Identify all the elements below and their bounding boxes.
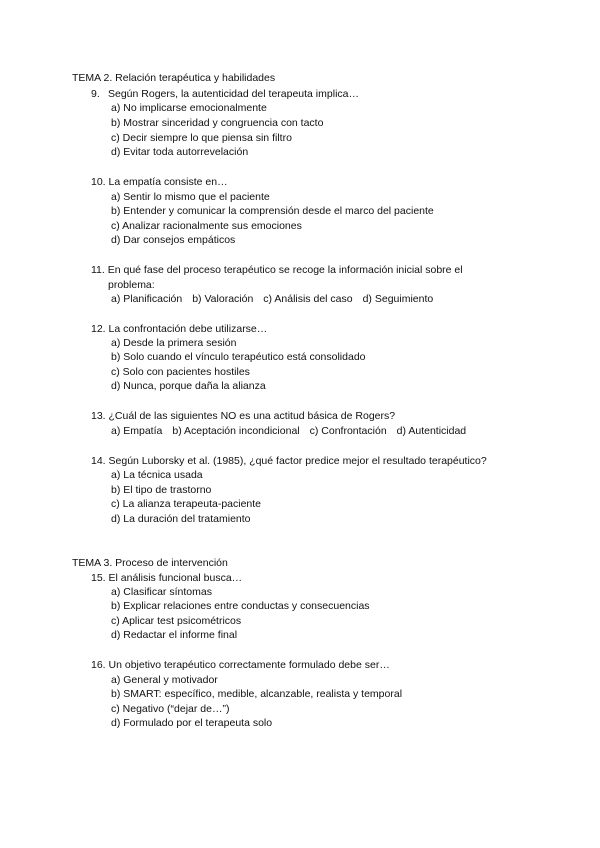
question-16-option-a: a) General y motivador (111, 674, 218, 686)
question-16-option-b: b) SMART: específico, medible, alcanzable, realista y temporal (111, 688, 403, 700)
question-15-option-a: a) Clasificar síntomas (111, 586, 212, 598)
question-15-option-b: b) Explicar relaciones entre conductas y consecuencias (111, 600, 370, 612)
question-13-text: 13. ¿Cuál de las siguientes NO es una actitud básica de Rogers? (91, 410, 396, 422)
question-9-option-a: a) No implicarse emocionalmente (111, 102, 267, 114)
question-14-option-b: b) El tipo de trastorno (111, 484, 212, 496)
question-11-text-line2: problema: (108, 279, 155, 291)
question-9-number: 9. (91, 88, 100, 100)
question-11-option-d: d) Seguimiento (362, 293, 434, 305)
question-12-option-b: b) Solo cuando el vínculo terapéutico está consolidado (111, 351, 366, 363)
question-11-option-c: c) Análisis del caso (263, 293, 353, 305)
section-title-tema3: TEMA 3. Proceso de intervención (72, 557, 228, 569)
question-9-text: Según Rogers, la autenticidad del terapeuta implica… (108, 88, 359, 100)
question-10-text: 10. La empatía consiste en… (91, 176, 228, 188)
question-14-text: 14. Según Luborsky et al. (1985), ¿qué factor predice mejor el resultado terapéutico? (91, 455, 487, 467)
question-11-option-a: a) Planificación (111, 293, 183, 305)
question-9-option-b: b) Mostrar sinceridad y congruencia con tacto (111, 117, 324, 129)
question-10-option-b: b) Entender y comunicar la comprensión desde el marco del paciente (111, 205, 434, 217)
section-title-tema2: TEMA 2. Relación terapéutica y habilidades (72, 72, 276, 84)
question-14-option-d: d) La duración del tratamiento (111, 513, 251, 525)
question-13-option-d: d) Autenticidad (396, 425, 467, 437)
question-16-option-c: c) Negativo (“dejar de…”) (111, 703, 230, 715)
question-14-option-c: c) La alianza terapeuta-paciente (111, 498, 262, 510)
question-15-text: 15. El análisis funcional busca… (91, 572, 243, 584)
question-9-option-c: c) Decir siempre lo que piensa sin filtro (111, 132, 292, 144)
question-16-text: 16. Un objetivo terapéutico correctamente formulado debe ser… (91, 659, 390, 671)
question-13-option-c: c) Confrontación (309, 425, 387, 437)
question-13-options (111, 424, 476, 439)
question-16-option-d: d) Formulado por el terapeuta solo (111, 717, 273, 729)
question-13-option-b: b) Aceptación incondicional (172, 425, 300, 437)
question-10-option-c: c) Analizar racionalmente sus emociones (111, 220, 302, 232)
question-12-option-c: c) Solo con pacientes hostiles (111, 366, 250, 378)
question-15-option-d: d) Redactar el informe final (111, 629, 238, 641)
question-11-option-b: b) Valoración (192, 293, 254, 305)
question-12-option-a: a) Desde la primera sesión (111, 337, 237, 349)
question-10-option-d: d) Dar consejos empáticos (111, 234, 236, 246)
question-12-text: 12. La confrontación debe utilizarse… (91, 323, 268, 335)
question-9-option-d: d) Evitar toda autorrevelación (111, 146, 249, 158)
question-13-option-a: a) Empatía (111, 425, 163, 437)
question-11-options (111, 292, 443, 307)
question-11-text-line1: 11. En qué fase del proceso terapéutico se recoge la información inicial sobre el (91, 264, 463, 276)
question-14-option-a: a) La técnica usada (111, 469, 203, 481)
question-12-option-d: d) Nunca, porque daña la alianza (111, 380, 266, 392)
question-15-option-c: c) Aplicar test psicométricos (111, 615, 242, 627)
question-10-option-a: a) Sentir lo mismo que el paciente (111, 191, 270, 203)
